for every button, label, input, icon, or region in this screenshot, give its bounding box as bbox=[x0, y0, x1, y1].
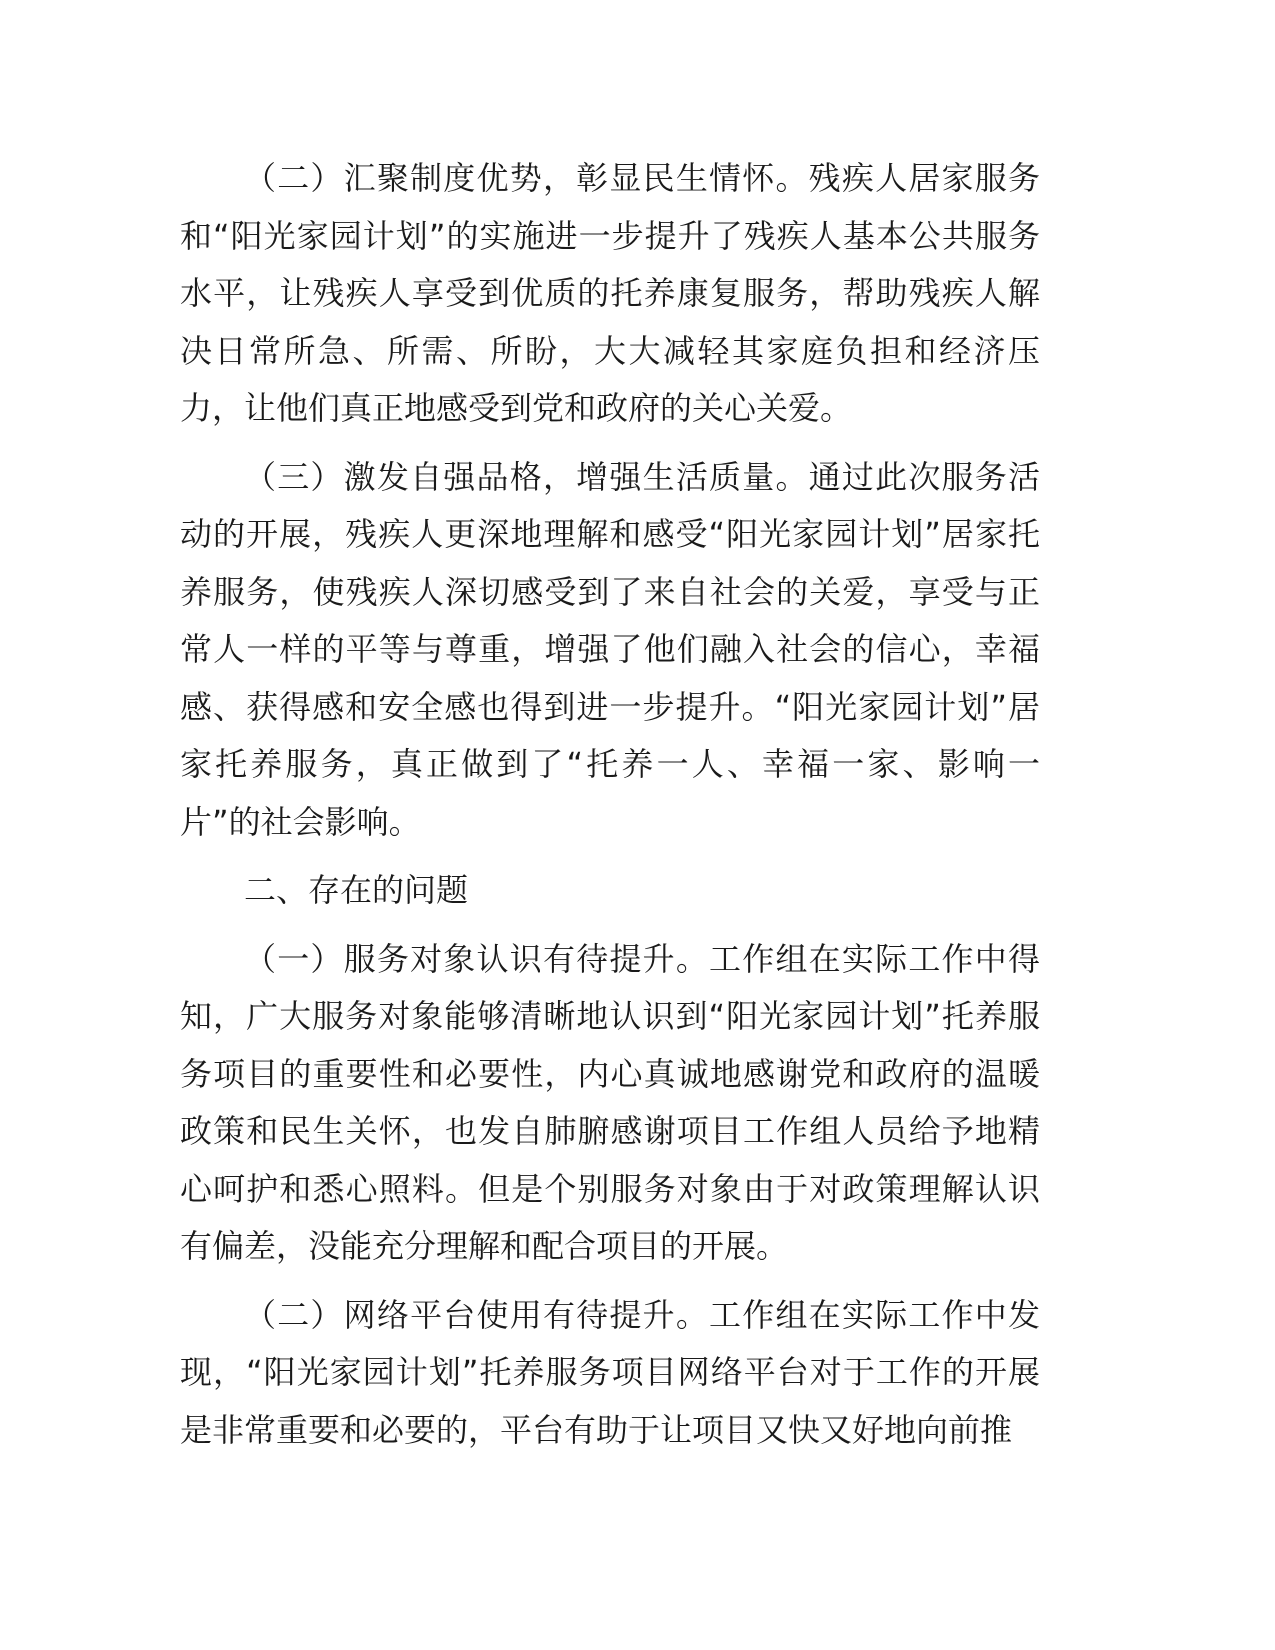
paragraph-benefit-3: （三）激发自强品格，增强生活质量。通过此次服务活动的开展，残疾人更深地理解和感受“阳光家园计划”居家托养服务，使残疾人深切感受到了来自社会的关爱，享受与正常人一样的平等与尊重，增强了他们融入社会的信心，幸福感、获得感和安全感也得到进一步提升。“阳光家园计划”居家托养服务，真正做到了“托养一人、幸福一家、影响一片”的社会影响。 bbox=[180, 457, 1040, 841]
paragraph-problem-1: （一）服务对象认识有待提升。工作组在实际工作中得知，广大服务对象能够清晰地认识到“阳光家园计划”托养服务项目的重要性和必要性，内心真诚地感谢党和政府的温暖政策和民生关怀，也发自肺腑感谢项目工作组人员给予地精心呵护和悉心照料。但是个别服务对象由于对政策理解认识有偏差，没能充分理解和配合项目的开展。 bbox=[180, 939, 1040, 1265]
paragraph-problem-2: （二）网络平台使用有待提升。工作组在实际工作中发现，“阳光家园计划”托养服务项目网络平台对于工作的开展是非常重要和必要的，平台有助于让项目又快又好地向前推 bbox=[180, 1295, 1040, 1449]
document-body bbox=[180, 150, 1040, 1470]
paragraph-benefit-2: （二）汇聚制度优势，彰显民生情怀。残疾人居家服务和“阳光家园计划”的实施进一步提升了残疾人基本公共服务水平，让残疾人享受到优质的托养康复服务，帮助残疾人解决日常所急、所需、所盼，大大减轻其家庭负担和经济压力，让他们真正地感受到党和政府的关心关爱。 bbox=[180, 159, 1040, 427]
section-heading-problems: 二、存在的问题 bbox=[244, 871, 469, 909]
